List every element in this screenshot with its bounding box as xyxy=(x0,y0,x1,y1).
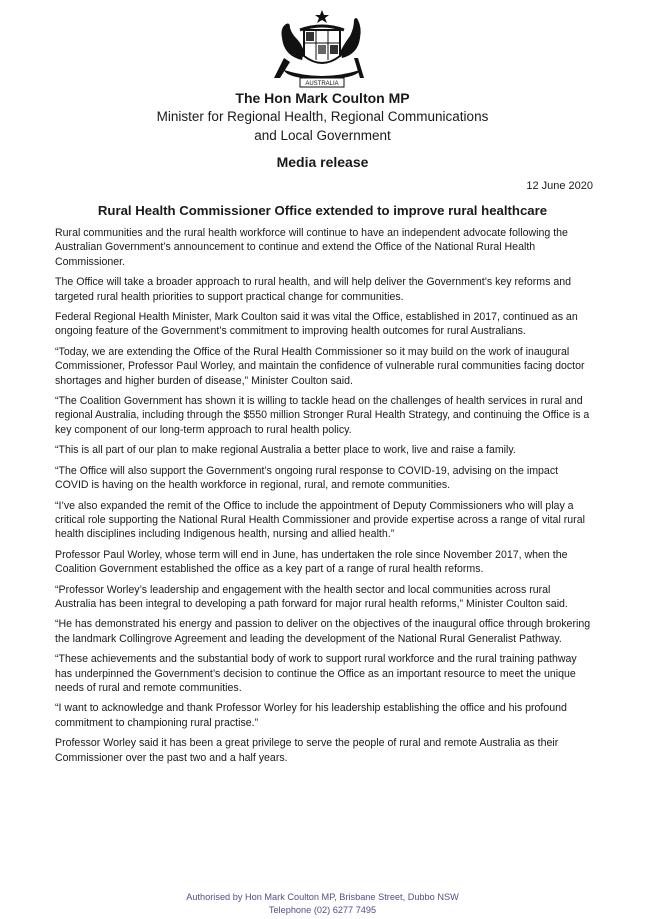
body-paragraph: Professor Paul Worley, whose term will end in June, has undertaken the role since November 2017, when the Coalition Government established the office as a key part of a range of rural health reforms. xyxy=(55,548,568,576)
body-paragraph: The Office will take a broader approach to rural health, and will help deliver the Government’s key reforms and targeted rural health priorities to support practical change for communities. xyxy=(55,276,572,303)
coat-of-arms-emblem xyxy=(262,8,382,90)
body-paragraph: “The Coalition Government has shown it is willing to tackle head on the challenges of health services in rural and regional Australia, including through the $550 million Stronger Rural Health Strategy, and continuing the Office is a key component of our long-term approach to rural health policy. xyxy=(55,395,590,436)
body-paragraph: Rural communities and the rural health workforce will continue to have an independent advocate following the Australian Government’s announcement to continue and extend the Office of the National Rural Health Commissioner. xyxy=(55,227,568,268)
release-type-label: Media release xyxy=(276,154,369,170)
portfolio-title-line-2: and Local Government xyxy=(254,128,391,143)
body-paragraph: “These achievements and the substantial body of work to support rural workforce and the rural training pathway has underpinned the Government’s decision to continue the Office as an important resource to meet the unique needs of rural and remote communities. xyxy=(55,653,577,694)
body-paragraph: “This is all part of our plan to make regional Australia a better place to work, live and raise a family. xyxy=(55,444,516,457)
release-body xyxy=(55,226,593,771)
body-paragraph: Professor Worley said it has been a great privilege to serve the people of rural and remote Australia as their Commissioner over the past two and a half years. xyxy=(55,737,559,764)
body-paragraph: “I’ve also expanded the remit of the Office to include the appointment of Deputy Commissioners who will play a critical role supporting the National Rural Health Commissioner and provide expertise across a range of vital rural health disciplines including Indigenous health, nursing and allied health.” xyxy=(55,499,585,541)
minister-name: The Hon Mark Coulton MP xyxy=(235,90,410,106)
svg-text:AUSTRALIA: AUSTRALIA xyxy=(305,81,339,87)
release-headline: Rural Health Commissioner Office extended to improve rural healthcare xyxy=(97,203,548,218)
body-paragraph: “I want to acknowledge and thank Professor Worley for his leadership establishing the office and his profound commitment to championing rural practise.” xyxy=(55,702,567,729)
body-paragraph: “The Office will also support the Government’s ongoing rural response to COVID-19, advising on the impact COVID is having on the health workforce in regional, rural, and remote communities. xyxy=(55,464,559,492)
body-paragraph: “He has demonstrated his energy and passion to deliver on the objectives of the inaugural office through brokering the landmark Collingrove Agreement and leading the development of the National Rural Generalist Pathway. xyxy=(55,618,591,645)
release-date: 12 June 2020 xyxy=(526,180,593,192)
body-paragraph: “Today, we are extending the Office of the Rural Health Commissioner so it may build on the work of inaugural Commissioner, Professor Paul Worley, and maintain the confidence of vulnerable rural communities facing doctor shortages and higher burden of disease,” Minister Coulton said. xyxy=(55,345,585,387)
body-paragraph: “Professor Worley’s leadership and engagement with the health sector and local communities across rural Australia has been integral to developing a path forward for major rural health reforms,” Minister Coulton said. xyxy=(55,583,568,610)
body-paragraph: Federal Regional Health Minister, Mark Coulton said it was vital the Office, established in 2017, continued as an ongoing feature of the Government’s commitment to improving health outcomes for rural Australians. xyxy=(55,311,578,338)
portfolio-title-line-1: Minister for Regional Health, Regional Communications xyxy=(156,109,489,124)
telephone-footer: Telephone (02) 6277 7495 xyxy=(268,905,377,915)
authorisation-footer: Authorised by Hon Mark Coulton MP, Brisbane Street, Dubbo NSW xyxy=(186,892,459,902)
